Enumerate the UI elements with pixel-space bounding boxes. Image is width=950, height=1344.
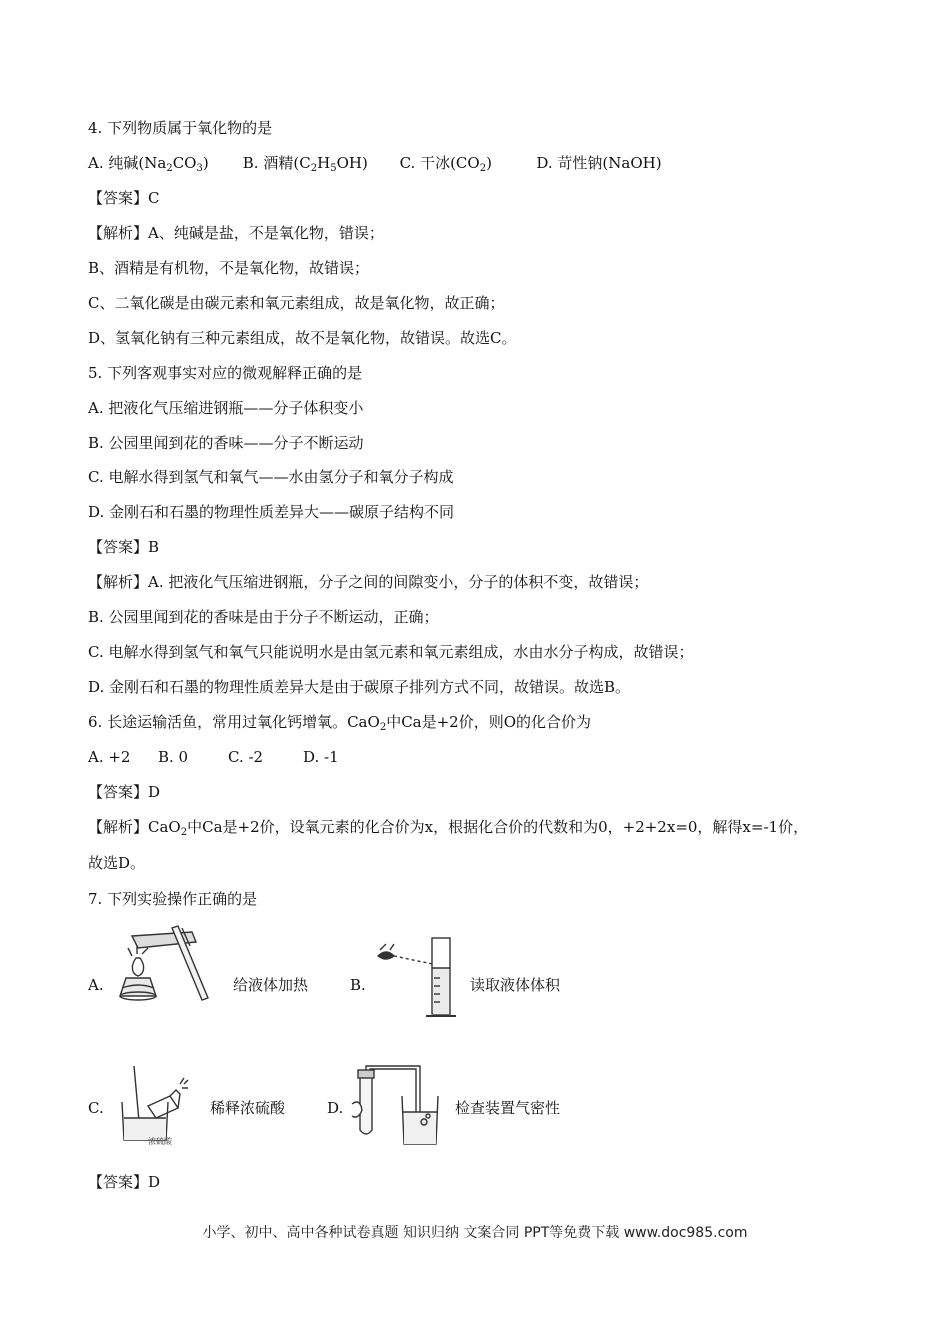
q5-stem: 5. 下列客观事实对应的微观解释正确的是 bbox=[88, 364, 363, 382]
q7-option-b-label: B. bbox=[350, 976, 366, 994]
q7-stem: 7. 下列实验操作正确的是 bbox=[88, 890, 258, 908]
q7-option-c-text: 稀释浓硫酸 bbox=[210, 1099, 286, 1117]
q5-analysis-line: D. 金刚石和石墨的物理性质差异大是由于碳原子排列方式不同，故错误。故选B。 bbox=[88, 678, 631, 696]
q5-answer: 【答案】B bbox=[88, 538, 160, 556]
q6-analysis-line: 【解析】CaO$_2$中Ca是+2价，设氧元素的化合价为x，根据化合价的代数和为0，+2+2x=0，解得x=-1价， bbox=[88, 818, 809, 838]
q5-analysis-line: 【解析】A. 把液化气压缩进钢瓶，分子之间的间隙变小，分子的体积不变，故错误； bbox=[88, 573, 649, 591]
q4-stem: 4. 下列物质属于氧化物的是 bbox=[88, 119, 273, 137]
q6-option-b: B. 0 bbox=[158, 748, 189, 766]
q6-option-d: D. -1 bbox=[303, 748, 339, 766]
q4-option-d: D. 苛性钠(NaOH) bbox=[536, 154, 662, 172]
q5-option-d: D. 金刚石和石墨的物理性质差异大——碳原子结构不同 bbox=[88, 503, 455, 521]
q6-answer: 【答案】D bbox=[88, 783, 161, 801]
q5-option-a: A. 把液化气压缩进钢瓶——分子体积变小 bbox=[88, 399, 364, 417]
q7-option-b-text: 读取液体体积 bbox=[470, 976, 561, 994]
q5-analysis-line: C. 电解水得到氢气和氧气只能说明水是由氢元素和氧元素组成，水由水分子构成，故错误； bbox=[88, 643, 694, 661]
q5-option-b: B. 公园里闻到花的香味——分子不断运动 bbox=[88, 434, 364, 452]
page-footer: 小学、初中、高中各种试卷真题 知识归纳 文案合同 PPT等免费下载 www.doc985.com bbox=[202, 1225, 748, 1241]
q4-option-c: C. 干冰$(CO_2)$ bbox=[399, 154, 492, 174]
dilute-acid-figure bbox=[114, 1062, 194, 1146]
q7-option-d-text: 检查装置气密性 bbox=[455, 1099, 561, 1117]
q7-option-d-label: D. bbox=[327, 1099, 344, 1117]
q4-analysis-line: C、二氧化碳是由碳元素和氧元素组成，故是氧化物，故正确； bbox=[88, 294, 505, 312]
q4-options bbox=[88, 153, 662, 179]
q6-option-a: A. +2 bbox=[88, 748, 131, 766]
q6-analysis-line: 故选D。 bbox=[88, 854, 146, 872]
q4-analysis-line: D、氢氧化钠有三种元素组成，故不是氧化物，故错误。故选C。 bbox=[88, 329, 517, 347]
beaker-label: 浓硫酸 bbox=[148, 1137, 172, 1146]
q4-answer: 【答案】C bbox=[88, 189, 160, 207]
read-volume-figure bbox=[372, 934, 462, 1022]
q5-analysis-line: B. 公园里闻到花的香味是由于分子不断运动，正确； bbox=[88, 608, 439, 626]
q4-option-b: B. 酒精$(C_2H_5OH)$ bbox=[242, 154, 368, 174]
q6-options bbox=[88, 747, 339, 767]
q6-option-c: C. -2 bbox=[228, 748, 264, 766]
q6-stem: 6. 长途运输活鱼，常用过氧化钙增氧。CaO$_2$中Ca是+2价，则O的化合价为 bbox=[88, 713, 592, 733]
q7-option-a-text: 给液体加热 bbox=[233, 976, 309, 994]
heating-liquid-figure bbox=[112, 918, 212, 1008]
q7-option-a-label: A. bbox=[88, 976, 104, 994]
q4-analysis-line: B、酒精是有机物，不是氧化物，故错误； bbox=[88, 259, 370, 277]
airtightness-figure bbox=[350, 1064, 440, 1148]
q4-option-a: A. 纯碱$(Na_2CO_3)$ bbox=[88, 154, 209, 174]
q5-option-c: C. 电解水得到氢气和氧气——水由氢分子和氧分子构成 bbox=[88, 468, 454, 486]
q7-answer: 【答案】D bbox=[88, 1173, 161, 1191]
q7-option-c-label: C. bbox=[88, 1099, 104, 1117]
q4-analysis-line: 【解析】A、纯碱是盐，不是氧化物，错误； bbox=[88, 224, 384, 242]
